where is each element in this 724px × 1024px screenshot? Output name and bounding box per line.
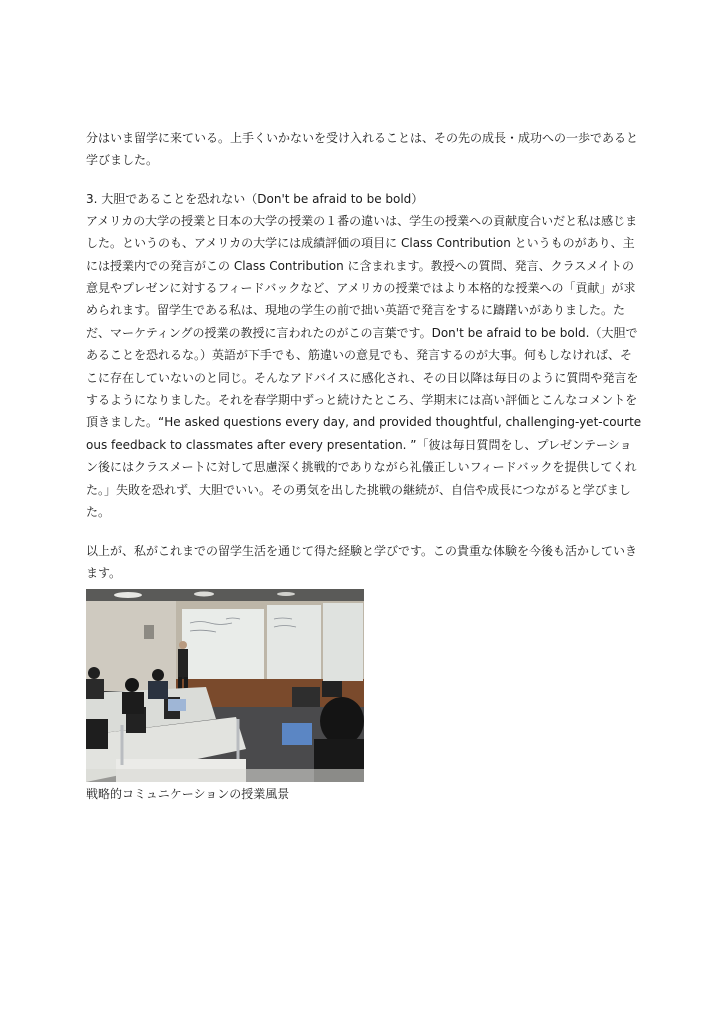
paragraph-conclusion: 以上が、私がこれまでの留学生活を通じて得た経験と学びです。この貴重な体験を今後も活かしていきます。 bbox=[86, 543, 638, 580]
section-body: アメリカの大学の授業と日本の大学の授業の１番の違いは、学生の授業への貢献度合いだと私は感じました。というのも、アメリカの大学には成績評価の項目に Class Contribution というものがあり、主には授業内での発言がこの Class Contribution に含まれます。教授への質問、発言、クラスメイトの意見やプレゼンに対するフィードバックなど、アメリカの授業ではより本格的な授業への「貢献」が求められます。留学生である私は、現地の学生の前で拙い英語で発言をするに躊躇いがありました。ただ、マーケティングの授業の教授に言われたのがこの言葉です。Don't be afraid to be bold.（大胆であることを恐れるな。）英語が下手でも、筋違いの意見でも、発言するのが大事。何もしなければ、そこに存在していないのと同じ。そんなアドバイスに感化され、その日以降は毎日のように質問や発言をするようになりました。それを春学期中ずっと続けたところ、学期末には高い評価とこんなコメントを頂きました。“He asked questions every day, and provided thoughtful, challenging-yet-courteous feedback to classmates after every presentation. ”「彼は毎日質問をし、プレゼンテーション後にはクラスメートに対して思慮深く挑戦的でありながら礼儀正しいフィードバックを提供してくれた。」失敗を恐れず、大胆でいい。その勇気を出した挑戦の継続が、自信や成長につながると学びました。 bbox=[86, 213, 642, 520]
photo-caption: 戦略的コミュニケーションの授業風景 bbox=[86, 787, 290, 802]
document-page bbox=[86, 127, 642, 804]
section-heading: 3. 大胆であることを恐れない（Don't be afraid to be bold） bbox=[86, 191, 424, 206]
paragraph-intro: 分はいま留学に来ている。上手くいかないを受け入れることは、その先の成長・成功への一歩であると学びました。 bbox=[86, 131, 639, 168]
paragraph-gap bbox=[86, 524, 642, 540]
paragraph-gap bbox=[86, 172, 642, 188]
classroom-photo bbox=[86, 589, 364, 782]
